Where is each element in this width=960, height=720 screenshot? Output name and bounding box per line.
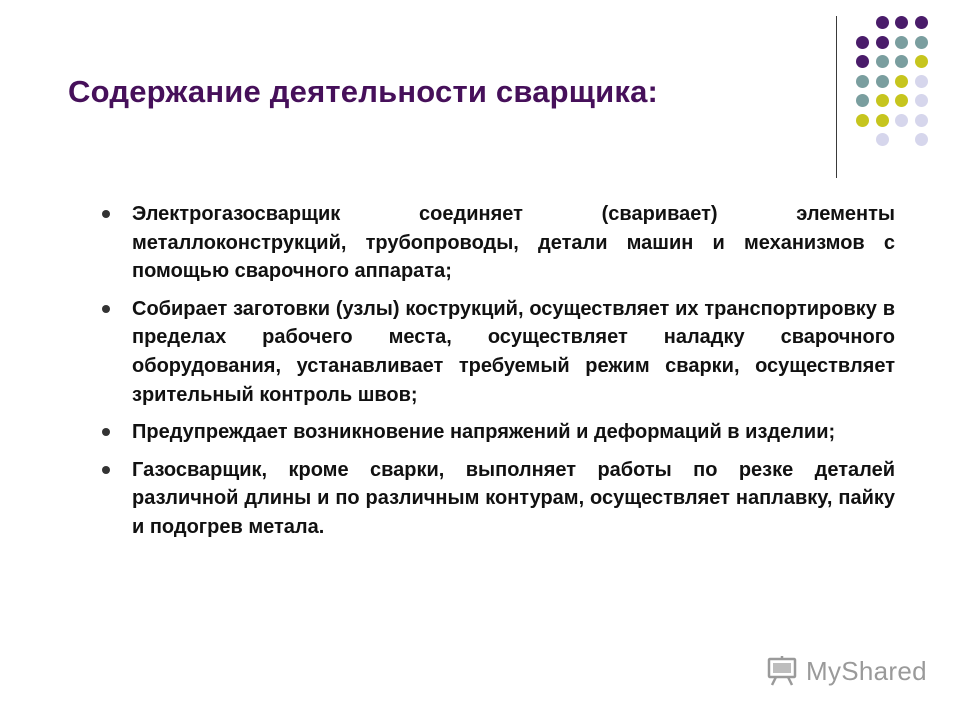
decorative-dot (915, 36, 928, 49)
bullet-marker-icon (102, 210, 110, 218)
decorative-dot (856, 94, 869, 107)
decorative-dot (895, 75, 908, 88)
presentation-board-icon (766, 655, 802, 687)
decorative-dot (856, 55, 869, 68)
decorative-dot (915, 94, 928, 107)
decorative-dot (915, 114, 928, 127)
bullet-text: Предупреждает возникновение напряжений и деформаций в изделии; (132, 421, 836, 444)
bullet-item (100, 295, 895, 409)
decorative-dot (856, 114, 869, 127)
decorative-dot (876, 94, 889, 107)
bullet-item (100, 456, 895, 542)
watermark-logo (766, 655, 927, 687)
decorative-dot (895, 36, 908, 49)
slide-title: Содержание деятельности сварщика: (68, 74, 659, 109)
bullet-text: Электрогазосварщик соединяет (сваривает) элементы металлоконструкций, трубопроводы, детали машин и механизмов с помощью сварочного аппарата; (132, 203, 895, 283)
bullet-marker-icon (102, 466, 110, 474)
bullet-marker-icon (102, 305, 110, 313)
decorative-dot (915, 16, 928, 29)
decorative-dot (876, 55, 889, 68)
decorative-dot (856, 75, 869, 88)
decorative-dot (856, 36, 869, 49)
decorative-dot (876, 36, 889, 49)
decorative-dot (895, 114, 908, 127)
decorative-dot (876, 133, 889, 146)
bullet-list (100, 200, 895, 551)
bullet-item (100, 418, 895, 447)
decorative-dot (876, 16, 889, 29)
bullet-item (100, 200, 895, 286)
decorative-dot (895, 16, 908, 29)
bullet-text: Собирает заготовки (узлы) кострукций, осуществляет их транспортировку в пределах рабочего места, осуществляет наладку сварочного оборудования, устанавливает требуемый режим сварки, осуществляет зрительный контроль швов; (132, 297, 895, 406)
decorative-divider-line (836, 16, 837, 178)
decorative-dot (876, 75, 889, 88)
bullet-text: Газосварщик, кроме сварки, выполняет работы по резке деталей различной длины и по различным контурам, осуществляет наплавку, пайку и подогрев метала. (132, 458, 895, 538)
decorative-dot (895, 94, 908, 107)
decorative-dot (915, 55, 928, 68)
decorative-dot (915, 75, 928, 88)
watermark-text: MyShared (806, 655, 927, 686)
bullet-marker-icon (102, 428, 110, 436)
decorative-dot (915, 133, 928, 146)
decorative-dot (895, 55, 908, 68)
decorative-dot (876, 114, 889, 127)
